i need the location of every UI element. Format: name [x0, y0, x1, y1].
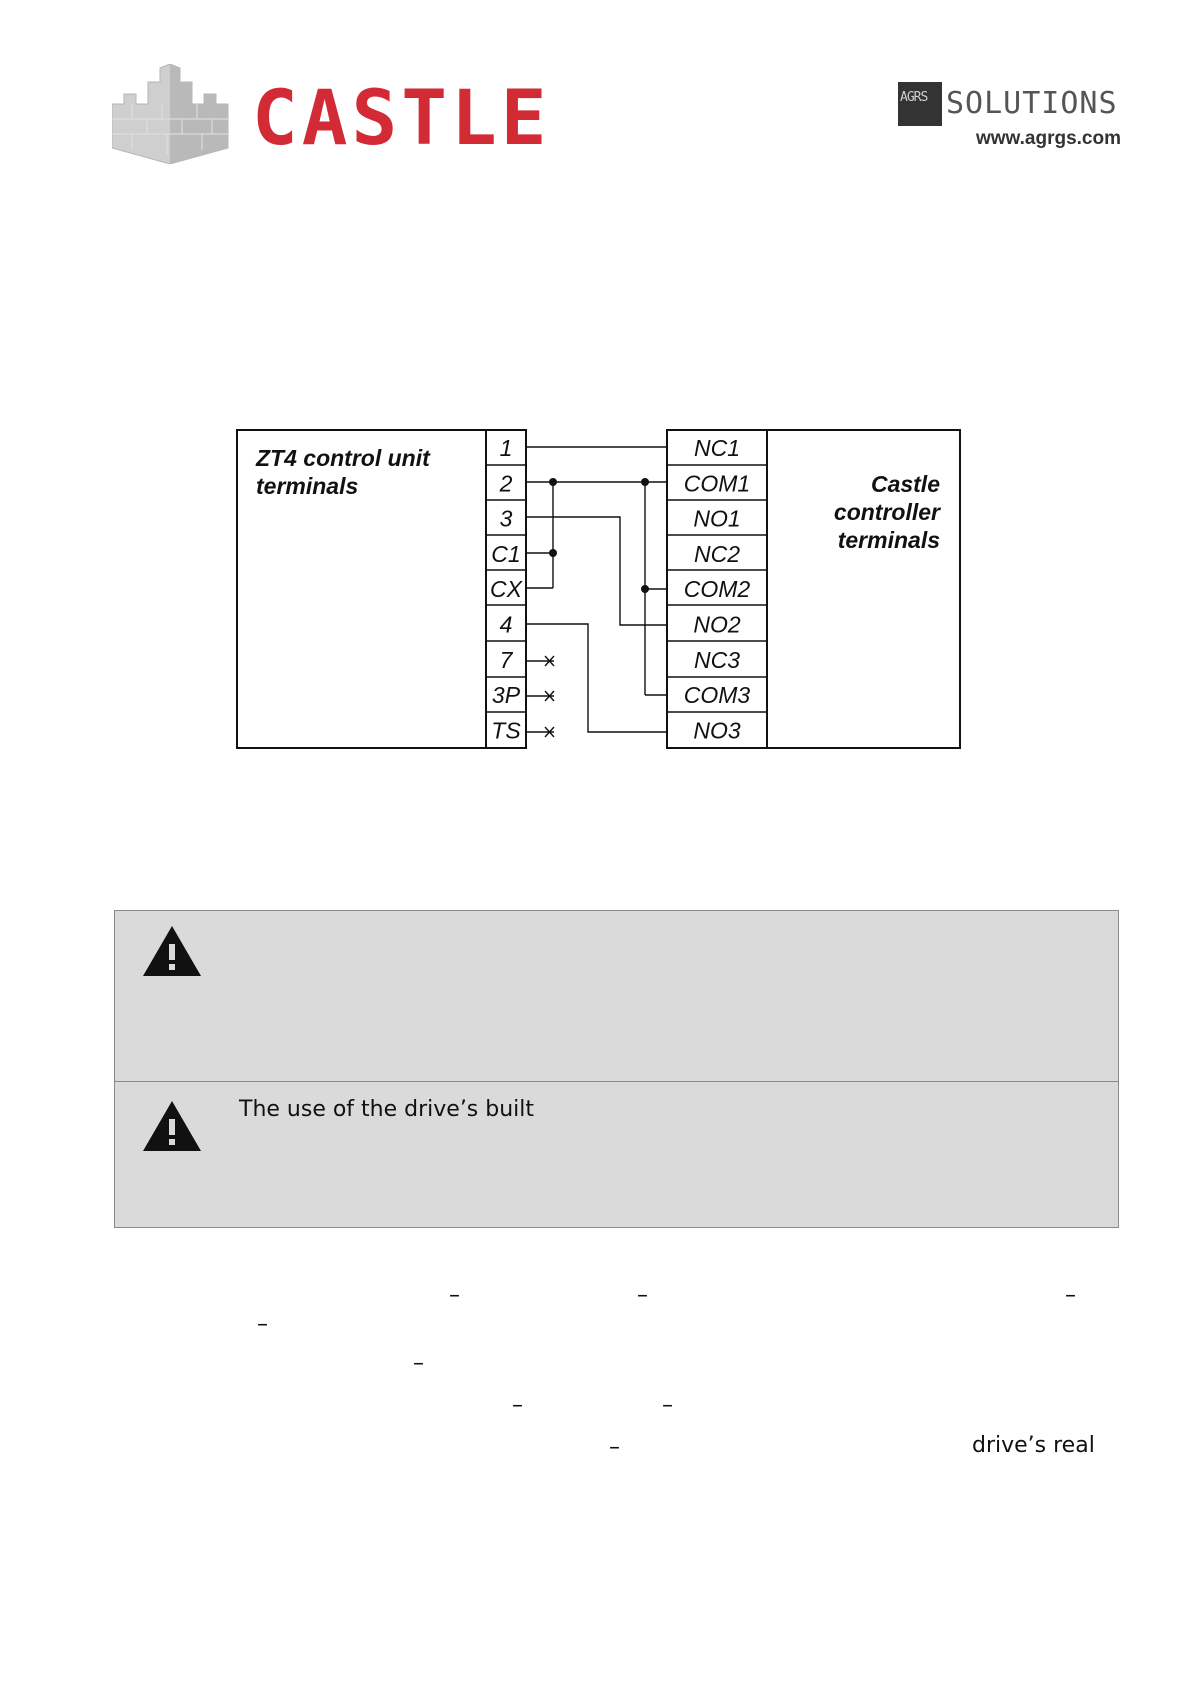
right-terminal-label: COM2 [683, 576, 751, 603]
right-terminal-label: NO1 [693, 505, 741, 532]
right-terminal-label: NO3 [693, 717, 741, 744]
warning-icon [141, 924, 203, 978]
left-terminal-label: CX [490, 576, 522, 603]
junction-dot [641, 585, 649, 593]
dash-fragment: – [609, 1435, 620, 1460]
dash-fragment: – [637, 1283, 648, 1308]
junction-dot [549, 478, 557, 486]
warning-text: The use of the drive’s built [239, 1097, 535, 1122]
left-terminal-label: 4 [499, 611, 513, 638]
body-text-fragment: drive’s real [972, 1433, 1095, 1458]
brand-castle: CASTLE [252, 73, 551, 162]
dash-fragment: – [413, 1351, 424, 1376]
left-terminal-label: 3 [499, 505, 513, 532]
right-terminal-label: COM3 [683, 682, 751, 709]
agrs-logo-text: AGRS [900, 90, 928, 105]
junction-dot [641, 478, 649, 486]
left-terminal-label: 7 [499, 646, 513, 673]
left-terminal-label: 1 [499, 435, 513, 461]
left-terminal-label: TS [491, 717, 521, 744]
wiring-diagram [230, 428, 990, 768]
right-terminal-label: NC2 [693, 540, 741, 567]
dash-fragment: – [257, 1312, 268, 1337]
junction-dot [549, 549, 557, 557]
left-terminal-label: 3P [491, 682, 521, 709]
website-url: www.agrgs.com [976, 128, 1121, 149]
right-box-title-line2: controller [833, 499, 940, 525]
left-box-title-line2: terminals [256, 473, 359, 499]
right-terminal-label: COM1 [683, 470, 751, 497]
dash-fragment: – [449, 1283, 460, 1308]
warning-panel [114, 910, 1119, 1228]
right-box-title-line3: terminals [837, 527, 940, 553]
left-terminal-label: C1 [491, 540, 521, 567]
dash-fragment: – [1065, 1283, 1076, 1308]
right-terminal-label: NC3 [693, 646, 741, 673]
right-box-title-line1: Castle [870, 471, 940, 497]
dash-fragment: – [662, 1393, 673, 1418]
brand-solutions: SOLUTIONS [946, 86, 1118, 121]
left-box-title-line1: ZT4 control unit [256, 445, 430, 471]
dash-fragment: – [512, 1393, 523, 1418]
wire-4-no3 [526, 624, 667, 732]
left-terminal-label: 2 [499, 470, 513, 497]
right-terminal-label: NO2 [693, 611, 741, 638]
warning-divider [115, 1081, 1118, 1082]
right-terminal-label: NC1 [693, 435, 741, 461]
agrs-logo-mark [898, 82, 942, 126]
wire-3-no2 [526, 517, 667, 625]
warning-icon [141, 1099, 203, 1153]
